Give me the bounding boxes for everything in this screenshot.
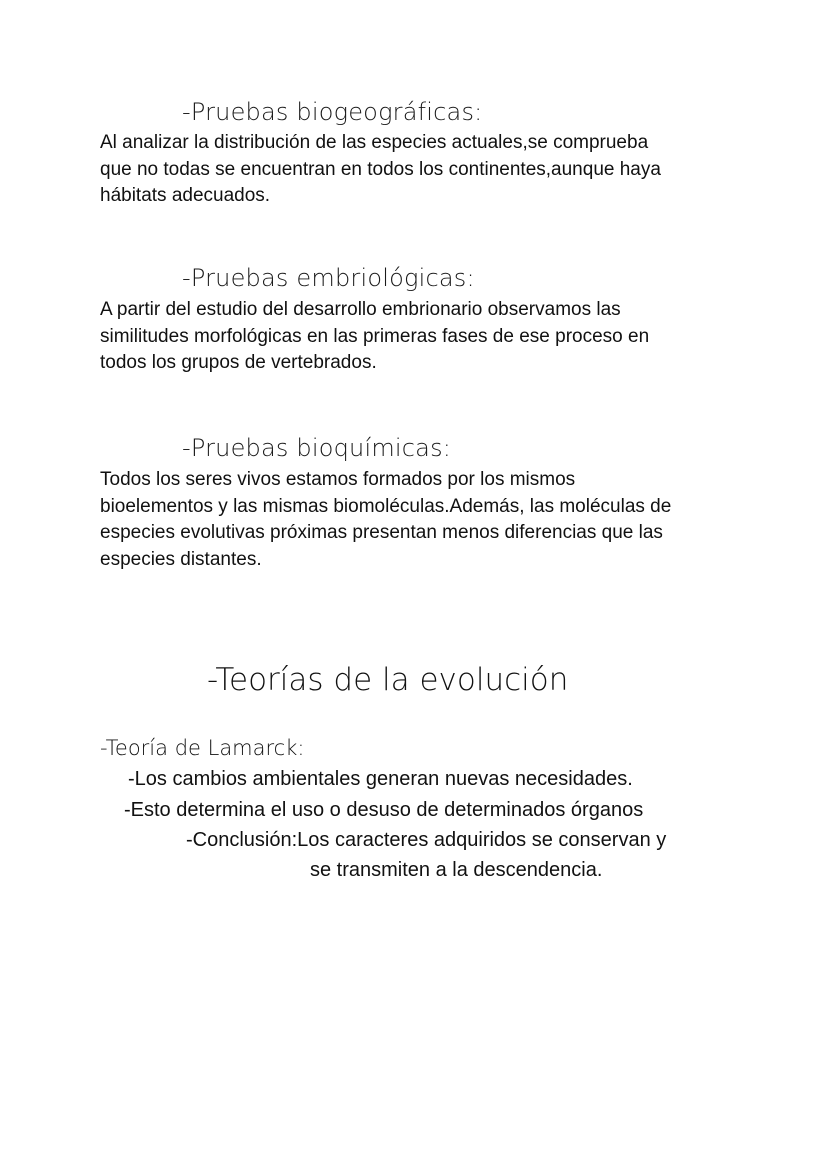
- body-line: Al analizar la distribución de las especies actuales,se comprueba: [100, 132, 649, 153]
- body-line: similitudes morfológicas en las primeras fases de ese proceso en: [100, 325, 650, 347]
- lamarck-heading: -Teoría de Lamarck:: [100, 736, 305, 760]
- evolution-theories-title: -Teorías de la evolución: [207, 662, 569, 698]
- section-heading-bioquimicas: -Pruebas bioquímicas:: [182, 434, 452, 462]
- section-body-bioquimicas: [100, 467, 740, 573]
- body-line: bioelementos y las mismas biomoléculas.Además, las moléculas de: [100, 495, 672, 517]
- body-line: Todos los seres vivos estamos formados por los mismos: [100, 469, 576, 490]
- section-heading-biogeograficas: -Pruebas biogeográficas:: [182, 98, 483, 126]
- body-line: especies evolutivas próximas presentan menos diferencias que las: [100, 522, 663, 543]
- body-line: todos los grupos de vertebrados.: [100, 352, 377, 373]
- body-line: A partir del estudio del desarrollo embrionario observamos las: [100, 299, 621, 320]
- lamarck-point-1: -Los cambios ambientales generan nuevas necesidades.: [128, 768, 633, 790]
- section-body-embriologicas: [100, 297, 740, 377]
- body-line: hábitats adecuados.: [100, 185, 271, 206]
- body-line: especies distantes.: [100, 548, 262, 570]
- lamarck-conclusion-line-2: se transmiten a la descendencia.: [310, 859, 603, 881]
- lamarck-point-2: -Esto determina el uso o desuso de determinados órganos: [124, 799, 644, 821]
- lamarck-conclusion-line-1: -Conclusión:Los caracteres adquiridos se conservan y: [186, 829, 667, 851]
- body-line: que no todas se encuentran en todos los continentes,aunque haya: [100, 158, 661, 180]
- section-heading-embriologicas: -Pruebas embriológicas:: [182, 264, 475, 292]
- section-body-biogeograficas: [100, 130, 740, 210]
